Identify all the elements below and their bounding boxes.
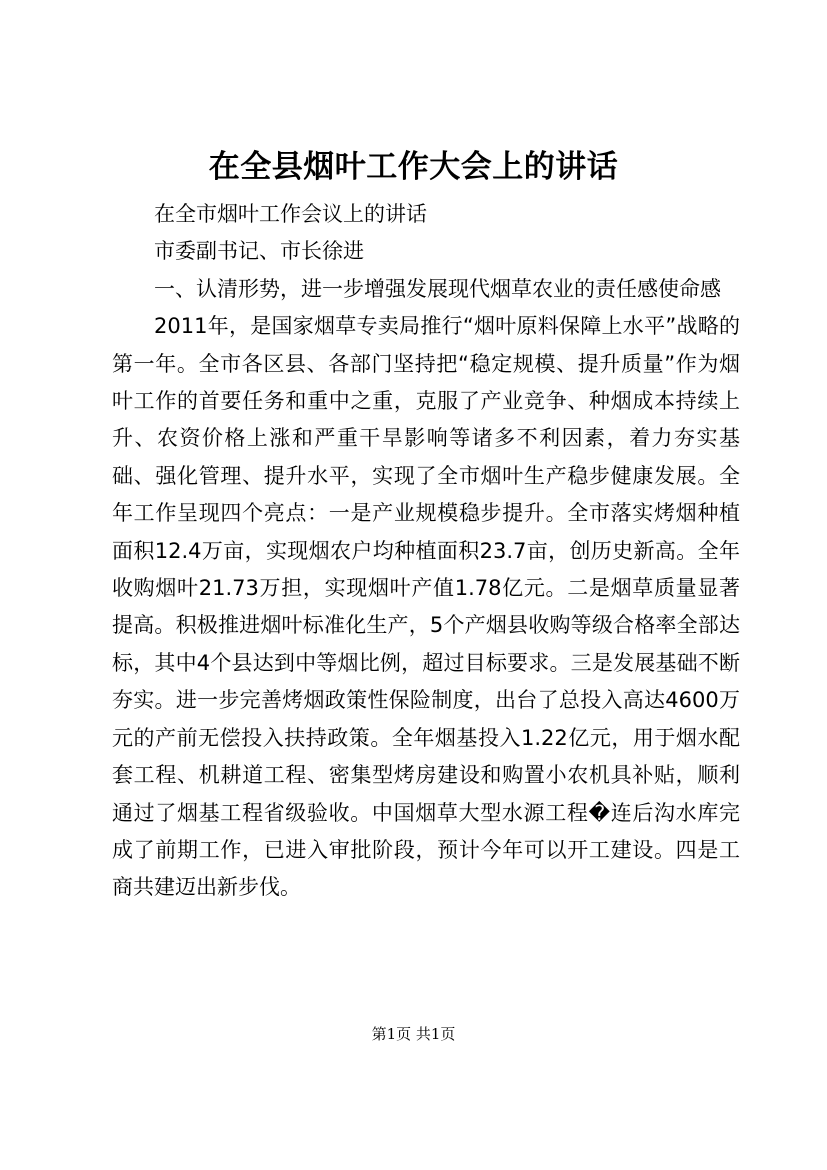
paragraph-speaker: 市委副书记、市长徐进 bbox=[154, 239, 364, 264]
paragraph-main-text: 2011年，是国家烟草专卖局推行“烟叶原料保障上水平”战略的第一年。全市各区县、各部门坚持把“稳定规模、提升质量”作为烟叶工作的首要任务和重中之重，克服了产业竞争、种烟成本持续上升、农资价格上涨和严重干旱影响等诸多不利因素，着力夯实基础、强化管理、提升水平，实现了全市烟叶生产稳步健康发展。全年工作呈现四个亮点：一是产业规模稳步提升。全市落实烤烟种植面积12.4万亩，实现烟农户均种植面积23.7亩，创历史新高。全年收购烟叶21.73万担，实现烟叶产值1.78亿元。二是烟草质量显著提高。积极推进烟叶标准化生产，5个产烟县收购等级合格率全部达标，其中4个县达到中等烟比例，超过目标要求。三是发展基础不断夯实。进一步完善烤烟政策性保险制度，出台了总投入高达4600万元的产前无偿投入扶持政策。全年烟基投入1.22亿元，用于烟水配套工程、机耕道工程、密集型烤房建设和购置小农机具补贴，顺利通过了烟基工程省级验收。中国烟草大型水源工程�连后沟水库完成了前期工作，已进入审批阶段，预计今年可以开工建设。四是工商共建迈出新步伐。 bbox=[112, 314, 740, 900]
page-footer: 第1页 共1页 bbox=[371, 1025, 456, 1043]
paragraph-section-heading: 一、认清形势，进一步增强发展现代烟草农业的责任感使命感 bbox=[154, 276, 721, 301]
paragraph-subtitle: 在全市烟叶工作会议上的讲话 bbox=[154, 202, 427, 226]
document-body bbox=[112, 196, 740, 907]
document-title: 在全县烟叶工作大会上的讲话 bbox=[208, 149, 619, 185]
